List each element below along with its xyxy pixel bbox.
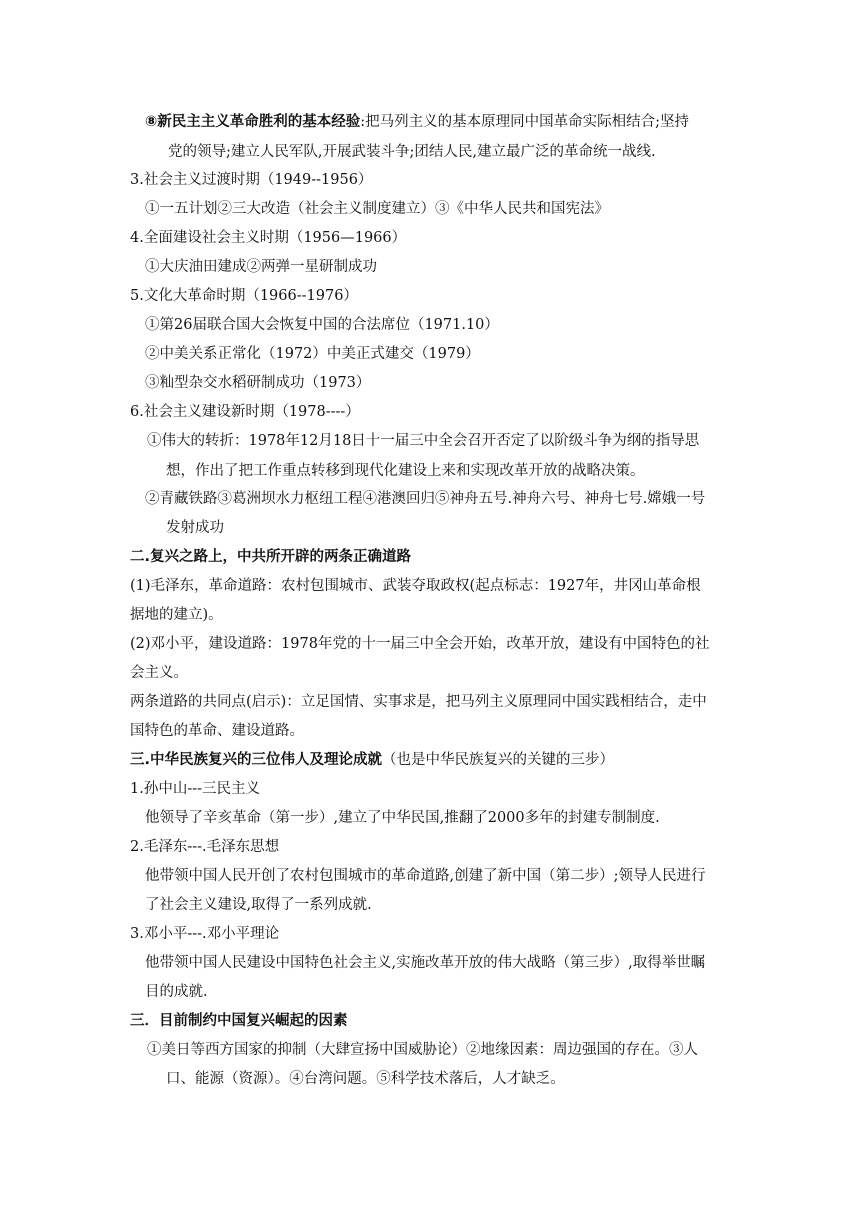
section-item: 5.文化大革命时期（1966--1976） (130, 288, 358, 304)
line-text: :把马列主义的基本原理同中国革命实际相结合;坚持 (360, 114, 690, 130)
paragraph-line: 了社会主义建设,取得了一系列成就. (145, 897, 372, 913)
paragraph-line: ①第26届联合国大会恢复中国的合法席位（1971.10） (145, 317, 499, 333)
paragraph-line: 党的领导;建立人民军队,开展武装斗争;团结人民,建立最广泛的革命统一战线. (168, 144, 656, 160)
paragraph-line: ②中美关系正常化（1972）中美正式建交（1979） (145, 346, 480, 362)
paragraph-line: 国特色的革命、建设道路。 (130, 723, 304, 739)
paragraph-line: 他领导了辛亥革命（第一步）,建立了中华民国,推翻了2000多年的封建专制制度. (145, 810, 660, 826)
paragraph-line: (2)邓小平，建设道路：1978年党的十一届三中全会开始，改革开放，建设有中国特色的社 (130, 636, 710, 652)
paragraph-line: 他带领中国人民开创了农村包围城市的革命道路,创建了新中国（第二步）;领导人民进行 (145, 868, 706, 884)
section-item: 4.全面建设社会主义时期（1956—1966） (130, 230, 407, 246)
paragraph-line: ①伟大的转折：1978年12月18日十一届三中全会召开否定了以阶级斗争为纲的指导思 (147, 433, 700, 449)
section-heading (130, 750, 614, 770)
section-item: 1.孙中山---三民主义 (130, 781, 261, 797)
section-item: 2.毛泽东---.毛泽东思想 (130, 839, 280, 855)
section-item: 3.社会主义过渡时期（1949--1956） (130, 172, 373, 188)
paragraph-line: (1)毛泽东，革命道路：农村包围城市、武装夺取政权(起点标志：1927年，井冈山革命根 (130, 578, 701, 594)
heading-bold: 三.中华民族复兴的三位伟人及理论成就 (130, 752, 383, 768)
paragraph-line: 口、能源（资源）。④台湾问题。⑤科学技术落后，人才缺乏。 (166, 1071, 565, 1087)
paragraph-line: ①美日等西方国家的抑制（大肆宣扬中国威胁论）②地缘因素：周边强国的存在。③人 (147, 1042, 698, 1058)
paragraph-line (145, 112, 689, 132)
paragraph-line: 据地的建立)。 (130, 607, 223, 623)
section-heading: 二.复兴之路上，中共所开辟的两条正确道路 (130, 549, 412, 565)
paragraph-line: 两条道路的共同点(启示)：立足国情、实事求是，把马列主义原理同中国实践相结合，走中 (130, 694, 707, 710)
paragraph-line: ③籼型杂交水稻研制成功（1973） (145, 375, 371, 391)
heading-note: （也是中华民族复兴的关键的三步） (382, 752, 615, 768)
paragraph-line: ①大庆油田建成②两弹一星研制成功 (145, 259, 377, 275)
section-item: 3.邓小平---.邓小平理论 (130, 926, 280, 942)
bold-term: ⑧新民主主义革命胜利的基本经验 (145, 114, 361, 130)
section-item: 6.社会主义建设新时期（1978----） (130, 404, 360, 420)
paragraph-line: 发射成功 (166, 520, 224, 536)
section-heading: 三．目前制约中国复兴崛起的因素 (130, 1013, 348, 1029)
paragraph-line: ①一五计划②三大改造（社会主义制度建立）③《中华人民共和国宪法》 (145, 201, 609, 217)
paragraph-line: 他带领中国人民建设中国特色社会主义,实施改革开放的伟大战略（第三步）,取得举世瞩 (145, 955, 706, 971)
paragraph-line: 想，作出了把工作重点转移到现代化建设上来和实现改革开放的战略决策。 (166, 463, 645, 479)
paragraph-line: 会主义。 (130, 665, 188, 681)
paragraph-line: ②青藏铁路③葛洲坝水力枢纽工程④港澳回归⑤神舟五号.神舟六号、神舟七号.嫦娥一号 (145, 491, 706, 507)
paragraph-line: 目的成就. (145, 984, 208, 1000)
